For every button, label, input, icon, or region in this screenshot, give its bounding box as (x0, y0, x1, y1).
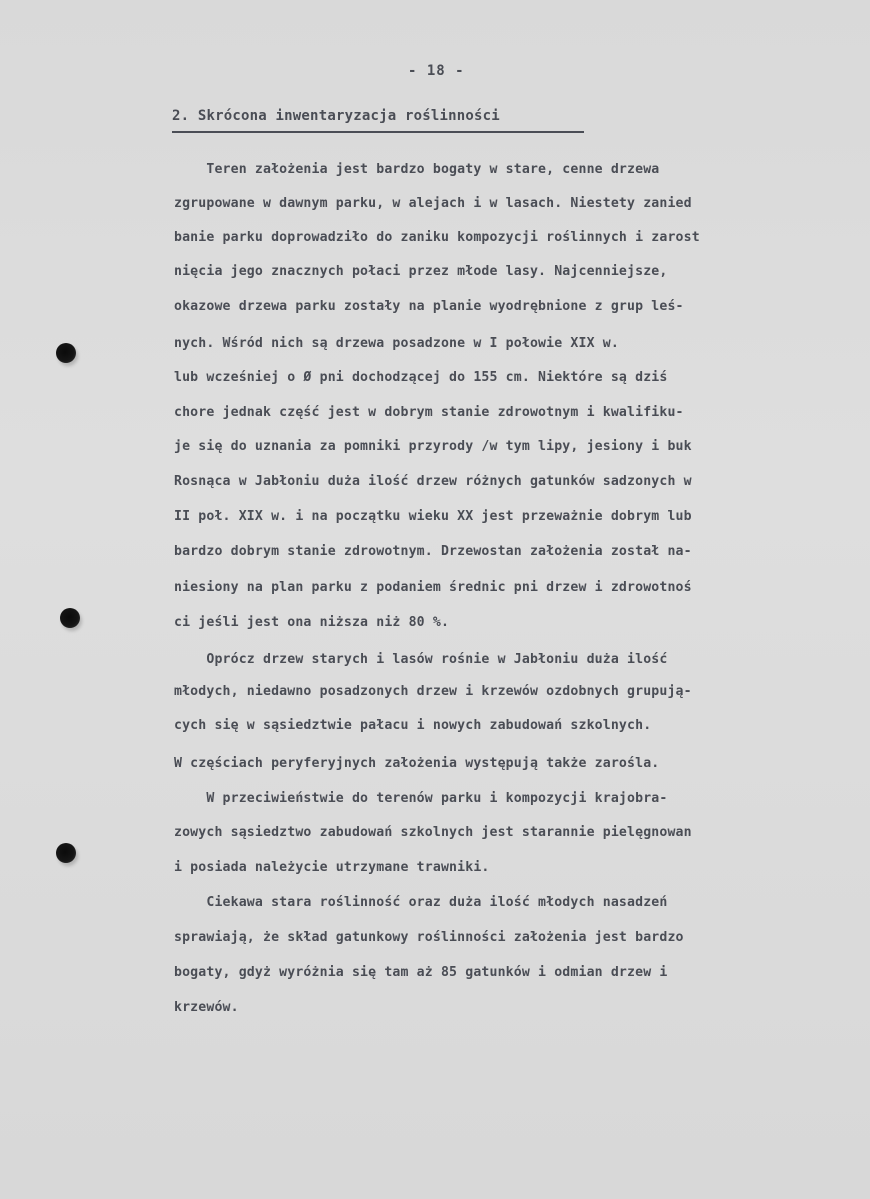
text-line: W częściach peryferyjnych założenia występują także zarośla. (174, 756, 660, 771)
text-line: bardzo dobrym stanie zdrowotnym. Drzewostan założenia został na- (174, 544, 692, 559)
text-line: cych się w sąsiedztwie pałacu i nowych zabudowań szkolnych. (174, 718, 652, 733)
text-line: je się do uznania za pomniki przyrody /w tym lipy, jesiony i buk (174, 439, 692, 454)
text-line: chore jednak część jest w dobrym stanie zdrowotnym i kwalifiku- (174, 405, 684, 420)
punch-hole-bottom (56, 843, 76, 863)
text-line: niesiony na plan parku z podaniem średnic pni drzew i zdrowotnoś (174, 580, 692, 595)
text-line: banie parku doprowadziło do zaniku kompozycji roślinnych i zarost (174, 230, 700, 245)
text-line: zowych sąsiedztwo zabudowań szkolnych jest starannie pielęgnowan (174, 825, 692, 840)
text-line: lub wcześniej o Ø pni dochodzącej do 155 cm. Niektóre są dziś (174, 370, 668, 385)
text-line: Oprócz drzew starych i lasów rośnie w Jabłoniu duża ilość (174, 652, 668, 667)
text-line: zgrupowane w dawnym parku, w alejach i w lasach. Niestety zanied (174, 196, 692, 211)
text-line: krzewów. (174, 1000, 239, 1015)
text-line: sprawiają, że skład gatunkowy roślinności założenia jest bardzo (174, 930, 684, 945)
punch-hole-top (56, 343, 76, 363)
text-line: nięcia jego znacznych połaci przez młode lasy. Najcenniejsze, (174, 264, 668, 279)
section-heading: 2. Skrócona inwentaryzacja roślinności (172, 108, 500, 124)
text-line: Teren założenia jest bardzo bogaty w stare, cenne drzewa (174, 162, 660, 177)
text-line: II poł. XIX w. i na początku wieku XX jest przeważnie dobrym lub (174, 509, 692, 524)
text-line: nych. Wśród nich są drzewa posadzone w I połowie XIX w. (174, 336, 619, 351)
text-line: bogaty, gdyż wyróżnia się tam aż 85 gatunków i odmian drzew i (174, 965, 668, 980)
punch-hole-middle (60, 608, 80, 628)
text-line: Rosnąca w Jabłoniu duża ilość drzew różnych gatunków sadzonych w (174, 474, 692, 489)
text-line: W przeciwieństwie do terenów parku i kompozycji krajobra- (174, 791, 668, 806)
heading-underline (172, 131, 584, 133)
text-line: okazowe drzewa parku zostały na planie wyodrębnione z grup leś- (174, 299, 684, 314)
text-line: ci jeśli jest ona niższa niż 80 %. (174, 615, 450, 630)
page-number: - 18 - (408, 63, 465, 79)
text-line: młodych, niedawno posadzonych drzew i krzewów ozdobnych grupują- (174, 684, 692, 699)
text-line: Ciekawa stara roślinność oraz duża ilość młodych nasadzeń (174, 895, 668, 910)
text-line: i posiada należycie utrzymane trawniki. (174, 860, 490, 875)
